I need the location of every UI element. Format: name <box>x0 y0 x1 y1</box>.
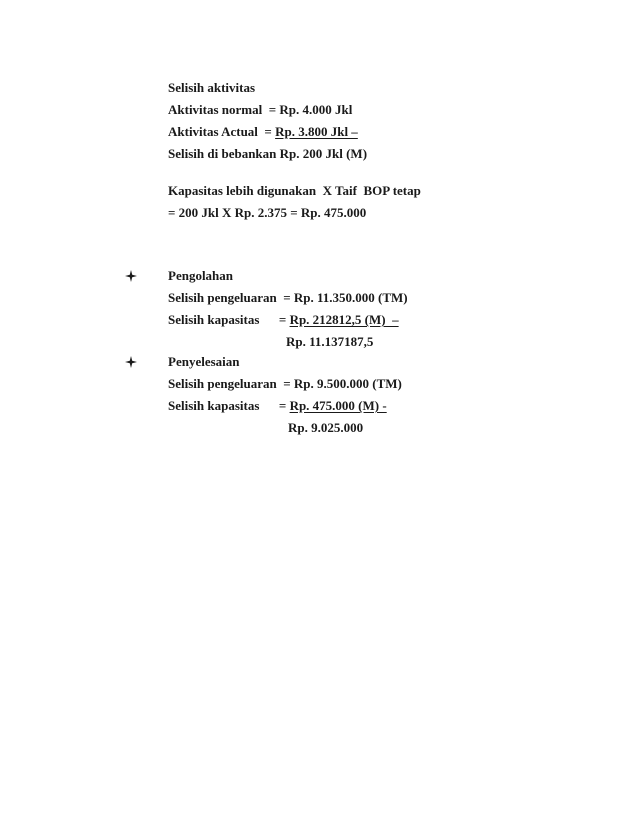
pengolahan-kapasitas-value: Rp. 212812,5 (M) – <box>289 312 399 327</box>
kapasitas-lebih-line: Kapasitas lebih digunakan X Taif BOP tetap <box>168 183 421 198</box>
penyelesaian-total: Rp. 9.025.000 <box>288 420 364 435</box>
penyelesaian-kapasitas-label: Selisih kapasitas = <box>168 398 290 413</box>
pengolahan-kapasitas-line <box>168 312 399 328</box>
penyelesaian-kapasitas-value: Rp. 475.000 (M) - <box>289 398 387 413</box>
pengolahan-total: Rp. 11.137187,5 <box>286 334 374 349</box>
penyelesaian-kapasitas-line <box>168 398 387 414</box>
pengolahan-pengeluaran-line: Selisih pengeluaran = Rp. 11.350.000 (TM) <box>168 290 408 305</box>
aktivitas-normal-value: Rp. 4.000 Jkl <box>279 102 353 117</box>
selisih-dibebankan-line: Selisih di bebankan Rp. 200 Jkl (M) <box>168 146 368 161</box>
aktivitas-normal-label: Aktivitas normal = <box>168 102 280 117</box>
penyelesaian-pengeluaran-line: Selisih pengeluaran = Rp. 9.500.000 (TM) <box>168 376 402 391</box>
aktivitas-actual-label: Aktivitas Actual = <box>168 124 276 139</box>
selisih-aktivitas-title: Selisih aktivitas <box>168 80 256 95</box>
aktivitas-normal-line <box>168 102 352 118</box>
aktivitas-actual-line <box>168 124 358 140</box>
diamond-bullet-icon <box>125 356 137 368</box>
aktivitas-actual-value: Rp. 3.800 Jkl – <box>275 124 358 139</box>
diamond-bullet-icon <box>125 270 137 282</box>
pengolahan-kapasitas-label: Selisih kapasitas = <box>168 312 290 327</box>
penyelesaian-title: Penyelesaian <box>168 354 240 369</box>
pengolahan-title: Pengolahan <box>168 268 234 283</box>
kapasitas-calc-line: = 200 Jkl X Rp. 2.375 = Rp. 475.000 <box>168 205 367 220</box>
